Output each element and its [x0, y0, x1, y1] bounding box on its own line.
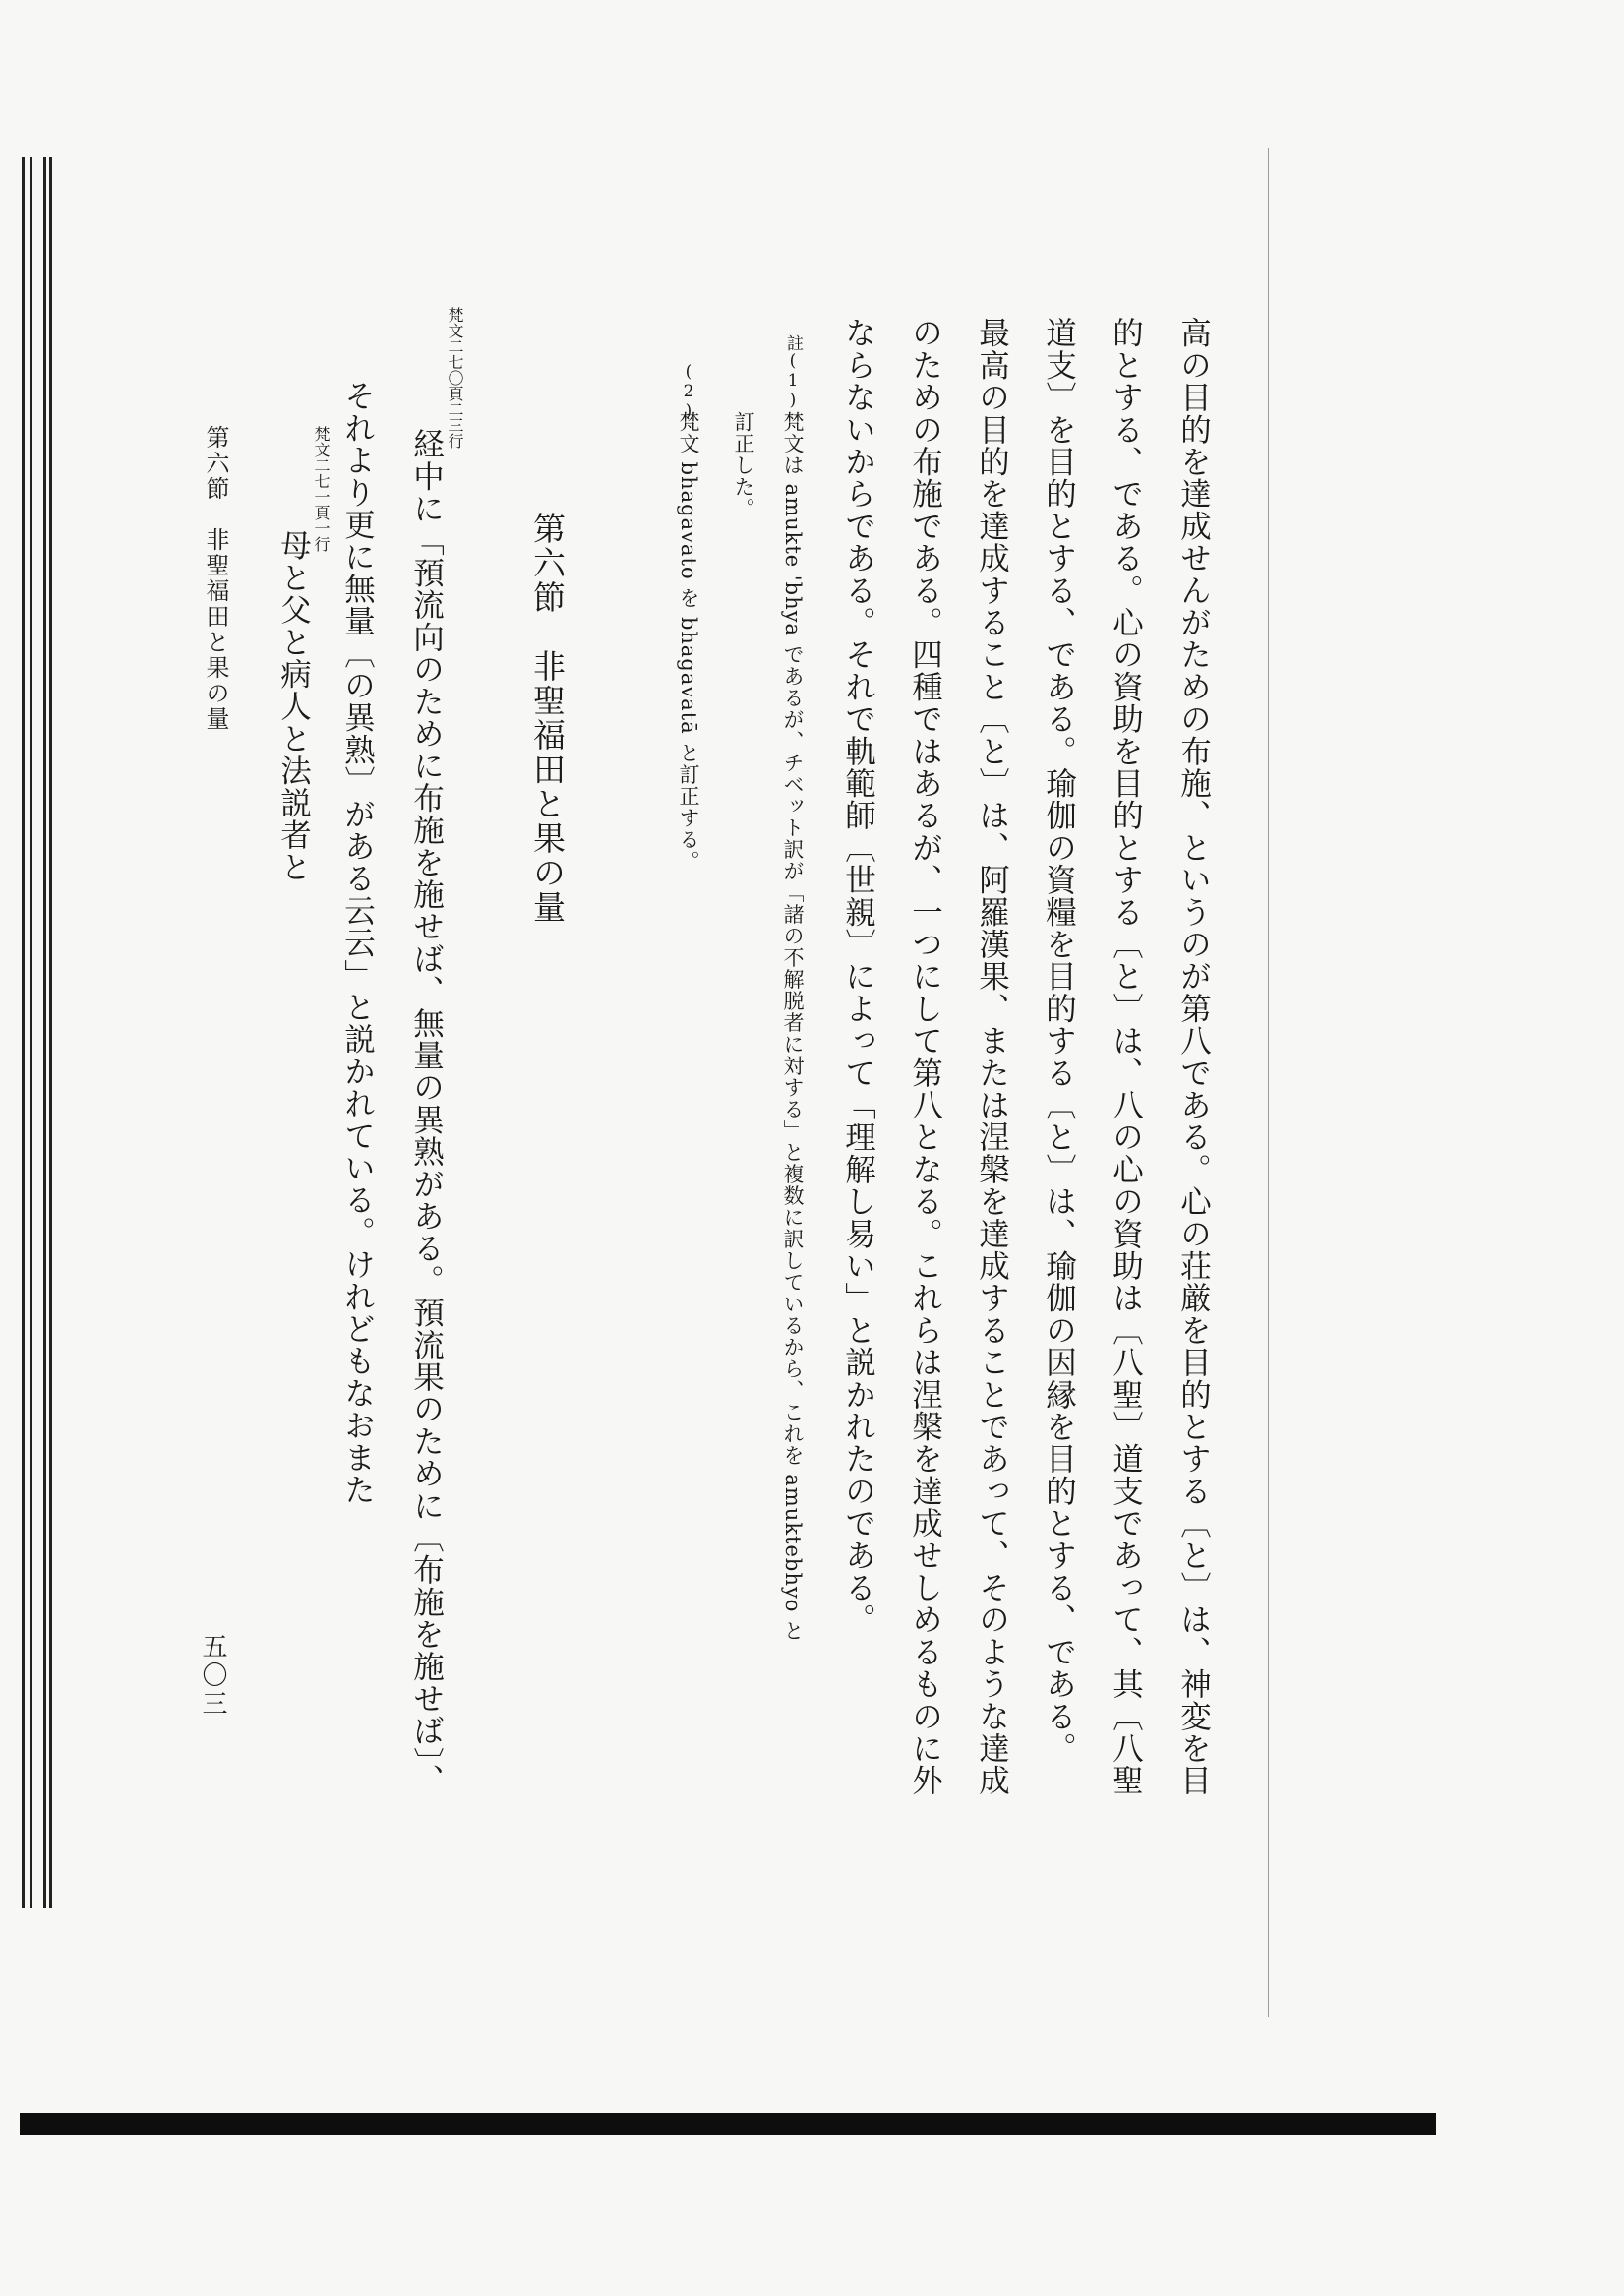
body-line: ならないからである。それで軌範師〔世親〕によって「理解し易い」と説かれたのである。 [840, 317, 876, 1636]
source-reference: 梵文二七一頁一行 [312, 426, 331, 552]
note-marker: 註(1) [783, 334, 803, 410]
page-number: 五〇三 [198, 1633, 227, 1719]
binding-line [43, 157, 46, 1908]
binding-line [49, 157, 52, 1908]
note-line: 梵文 bhagavato を bhagavatā と訂正する。 [677, 411, 700, 873]
note-marker: (2) [679, 362, 698, 421]
binding-line [22, 157, 25, 1908]
sutra-line: それより更に無量〔の異熟〕がある云云」と説かれている。けれどもなおまた [339, 380, 376, 1506]
verse-line: 母と父と病人と法説者と [275, 529, 312, 883]
source-reference: 梵文二七〇頁二三行 [446, 307, 464, 449]
note-line: 訂正した。 [732, 411, 755, 519]
body-line: 高の目的を達成せんがための布施、というのが第八である。心の荘厳を目的とする〔と〕は、神変を目 [1175, 317, 1212, 1797]
binding-line [30, 157, 32, 1908]
body-line: 道支〕を目的とする、である。瑜伽の資糧を目的する〔と〕は、瑜伽の因縁を目的とする、である。 [1041, 317, 1077, 1765]
scan-bottom-bar [20, 2113, 1436, 2135]
sutra-line: 経中に「預流向のために布施を施せば、無量の異熟がある。預流果のために〔布施を施せば〕、 [408, 428, 445, 1796]
page-edge-line [1268, 148, 1269, 2017]
body-line: のための布施である。四種ではあるが、一つにして第八となる。これらは涅槃を達成せしめるものに外 [907, 317, 943, 1797]
section-heading: 第六節 非聖福田と果の量 [528, 512, 567, 925]
body-line: 的とする、である。心の資助を目的とする〔と〕は、八の心の資助は〔八聖〕道支であって、其〔八聖 [1108, 317, 1144, 1797]
running-title: 第六節 非聖福田と果の量 [202, 425, 229, 732]
note-line: 梵文は amukte 'bhya であるが、チベット訳が「諸の不解脱者に対する」と複数に訳しているから、これを amuktebhyo と [781, 411, 805, 1643]
body-line: 最高の目的を達成すること〔と〕は、阿羅漢果、または涅槃を達成することであって、そのような達成 [974, 317, 1010, 1797]
